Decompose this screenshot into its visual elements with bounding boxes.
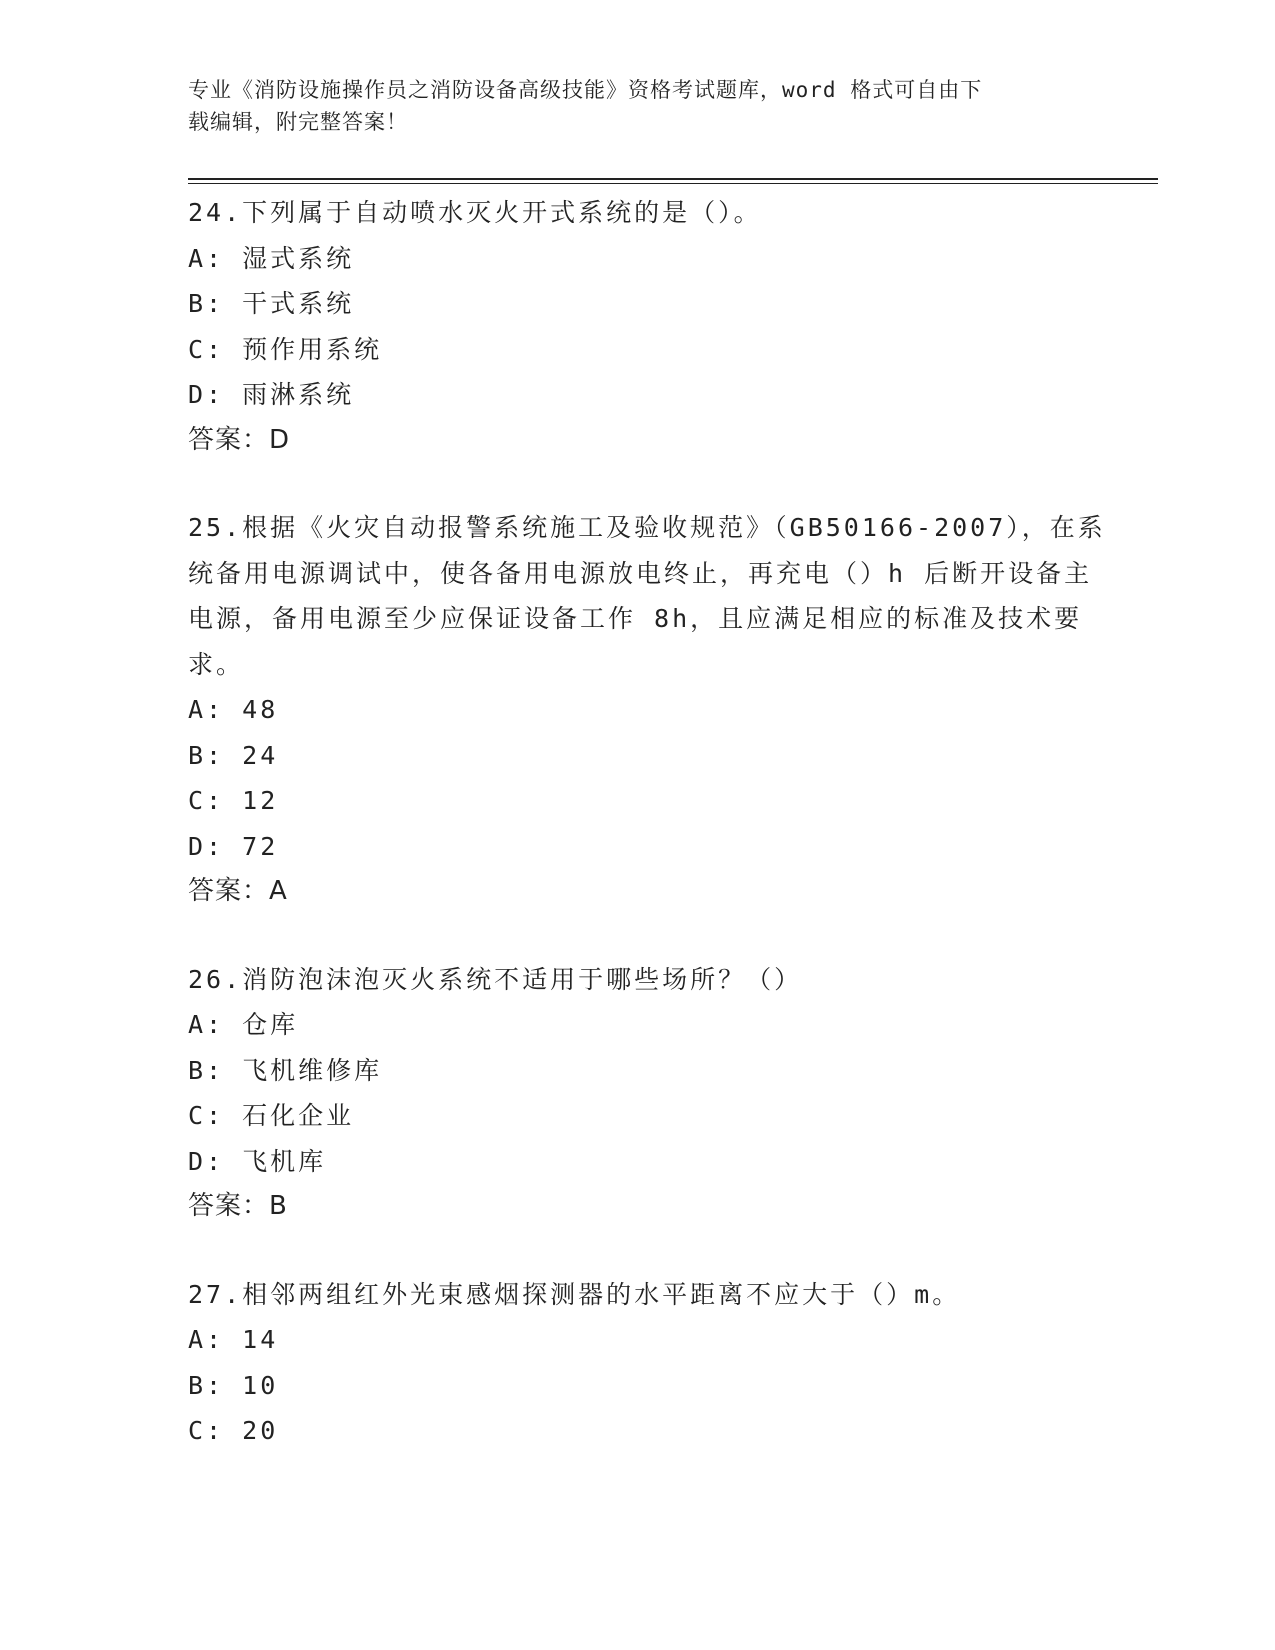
question-26 xyxy=(188,957,1108,1230)
option-b: B: 10 xyxy=(188,1370,279,1400)
question-25 xyxy=(188,505,1108,915)
option-b: B: 干式系统 xyxy=(188,289,355,318)
document-header xyxy=(188,74,1068,138)
option-c: C: 石化企业 xyxy=(188,1101,355,1130)
option-a: A: 仓库 xyxy=(188,1010,299,1039)
header-line-1: 专业《消防设施操作员之消防设备高级技能》资格考试题库，word 格式可自由下 xyxy=(188,78,983,102)
question-text: 24.下列属于自动喷水灭火开式系统的是（）。 xyxy=(188,198,762,227)
option-b: B: 24 xyxy=(188,740,279,770)
option-d: D: 飞机库 xyxy=(188,1146,327,1176)
option-d: D: 72 xyxy=(188,831,279,861)
header-line-2: 载编辑，附完整答案！ xyxy=(188,110,408,134)
question-27 xyxy=(188,1272,1108,1454)
answer: 答案：A xyxy=(188,876,288,906)
question-text: 27.相邻两组红外光束感烟探测器的水平距离不应大于（）m。 xyxy=(188,1279,961,1309)
question-list xyxy=(188,190,1108,1496)
option-d: D: 雨淋系统 xyxy=(188,380,355,409)
question-text: 26.消防泡沫泡灭火系统不适用于哪些场所？（） xyxy=(188,964,803,994)
option-c: C: 预作用系统 xyxy=(188,334,383,364)
option-b: B: 飞机维修库 xyxy=(188,1055,383,1085)
option-a: A: 14 xyxy=(188,1325,279,1354)
answer: 答案：B xyxy=(188,1191,288,1221)
answer: 答案：D xyxy=(188,424,291,455)
option-a: A: 湿式系统 xyxy=(188,243,355,273)
header-divider-thick xyxy=(188,178,1158,180)
option-c: C: 20 xyxy=(188,1416,279,1445)
option-c: C: 12 xyxy=(188,786,279,815)
option-a: A: 48 xyxy=(188,695,279,724)
header-divider-thin xyxy=(188,183,1158,184)
question-text: 25.根据《火灾自动报警系统施工及验收规范》（GB50166-2007），在系统备用电源调试中，使各备用电源放电终止，再充电（）h 后断开设备主电源，备用电源至少应保证设备工作 8h，且应满足相应的标准及技术要求。 xyxy=(188,513,1106,679)
question-24 xyxy=(188,190,1108,463)
